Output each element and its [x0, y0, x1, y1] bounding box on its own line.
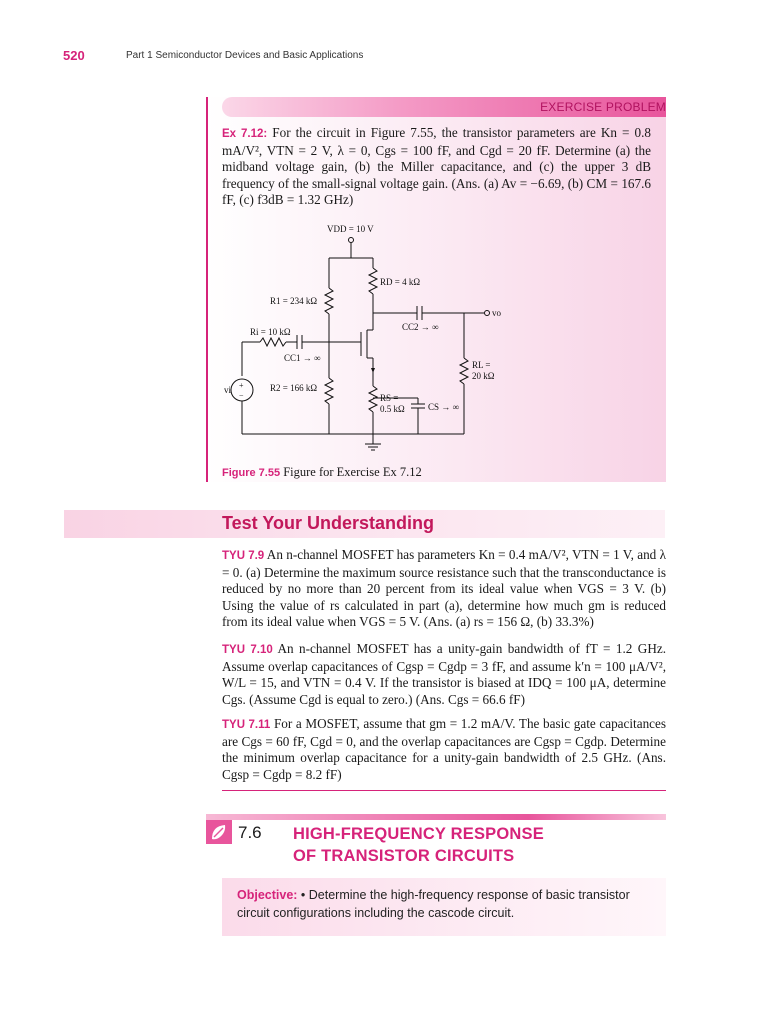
rl-label-line1: RL = — [472, 360, 491, 370]
cc1-label: CC1 → ∞ — [284, 353, 321, 363]
vdd-label: VDD = 10 V — [327, 224, 374, 234]
tyu-text: For a MOSFET, assume that gm = 1.2 mA/V. The basic gate capacitances are Cgs = 60 fF, Cgd = 0, and the overlap capacitances are Cgsp = Cgdp. Determine the minimum overlap capacitance for a unity-gain bandwidth of 2.5 GHz. (Ans. Cgsp = Cgdp = 8.2 fF) — [222, 716, 666, 782]
tyu-item — [222, 716, 666, 783]
figure-caption-text: Figure for Exercise Ex 7.12 — [283, 465, 422, 479]
rd-resistor — [369, 268, 377, 294]
page-number: 520 — [63, 48, 85, 63]
section-band — [206, 814, 666, 820]
exercise-banner-title: EXERCISE PROBLEM — [540, 100, 666, 114]
tyu-divider — [222, 790, 666, 791]
vo-label: vo — [492, 308, 501, 318]
section-number: 7.6 — [238, 823, 262, 842]
tyu-text: An n-channel MOSFET has a unity-gain bandwidth of fT = 1.2 GHz. Assume overlap capacitances of Cgsp = Cgdp = 3 fF, and assume k′n = 100 μA/V², W/L = 15, and VTN = 0.4 V. If the transistor is biased at IDQ = 100 μA, determine Cgs. (Assume Cgd is equal to zero.) (Ans. Cgs = 66.6 fF) — [222, 641, 667, 707]
section-marker-icon — [206, 820, 232, 844]
rl-resistor — [460, 358, 468, 384]
r2-resistor — [325, 378, 333, 404]
tyu-item — [222, 641, 666, 708]
running-head: Part 1 Semiconductor Devices and Basic Applications — [126, 50, 364, 61]
vo-terminal — [485, 311, 490, 316]
rd-label: RD = 4 kΩ — [380, 277, 421, 287]
section-title-line2: OF TRANSISTOR CIRCUITS — [293, 847, 515, 865]
rs-label-line2: 0.5 kΩ — [380, 404, 405, 414]
objective-text — [237, 886, 657, 922]
exercise-text — [222, 125, 651, 209]
cs-label: CS → ∞ — [428, 402, 459, 412]
rs-label-line1: RS = — [380, 393, 399, 403]
objective-label: Objective: — [237, 888, 298, 902]
vdd-terminal — [349, 238, 354, 243]
tyu-text: An n-channel MOSFET has parameters Kn = 0.4 mA/V², VTN = 1 V, and λ = 0. (a) Determine the maximum source resistance such that the transconductance is reduced by no more than 20 percent from its ideal value when VGS = 3 V. (b) Using the value of rs calculated in part (a), determine how much gm is reduced from its ideal value when VGS = 5 V. (Ans. (a) rs = 156 Ω, (b) 33.3%) — [222, 547, 666, 630]
r1-resistor — [325, 288, 333, 314]
section-title-line1: HIGH-FREQUENCY RESPONSE — [293, 825, 544, 843]
exercise-body: For the circuit in Figure 7.55, the transistor parameters are Kn = 0.8 mA/V², VTN = 2 V, λ = 0, Cgs = 100 fF, and Cgd = 20 fF. Determine (a) the midband voltage gain, (b) the Miller capacitance, and (c) the upper 3 dB frequency of the small-signal voltage gain. (Ans. (a) Av = −6.69, (b) CM = 167.6 fF, (c) f3dB = 1.32 GHz) — [222, 125, 652, 208]
figure-caption — [222, 465, 422, 480]
circuit-diagram — [222, 218, 522, 463]
vi-minus: − — [239, 391, 244, 400]
r2-label: R2 = 166 kΩ — [270, 383, 318, 393]
rl-label-line2: 20 kΩ — [472, 371, 495, 381]
r1-label: R1 = 234 kΩ — [270, 296, 318, 306]
vi-label: vi — [224, 385, 232, 395]
source-arrow — [371, 368, 375, 373]
tyu-tag: TYU 7.11 — [222, 719, 271, 731]
rs-resistor — [369, 386, 377, 412]
section-title — [293, 823, 544, 867]
exercise-tag: Ex 7.12: — [222, 128, 268, 140]
figure-number: Figure 7.55 — [222, 467, 281, 479]
tyu-tag: TYU 7.10 — [222, 644, 273, 656]
objective-body: • Determine the high-frequency response of basic transistor circuit configurations including the cascode circuit. — [237, 888, 630, 920]
tyu-item — [222, 547, 666, 631]
ri-resistor — [260, 338, 286, 346]
exercise-panel-border — [206, 97, 208, 482]
tyu-tag: TYU 7.9 — [222, 550, 265, 562]
ri-label: Ri = 10 kΩ — [250, 327, 291, 337]
tyu-title: Test Your Understanding — [222, 513, 435, 533]
cc2-label: CC2 → ∞ — [402, 322, 439, 332]
vi-plus: + — [239, 381, 244, 390]
